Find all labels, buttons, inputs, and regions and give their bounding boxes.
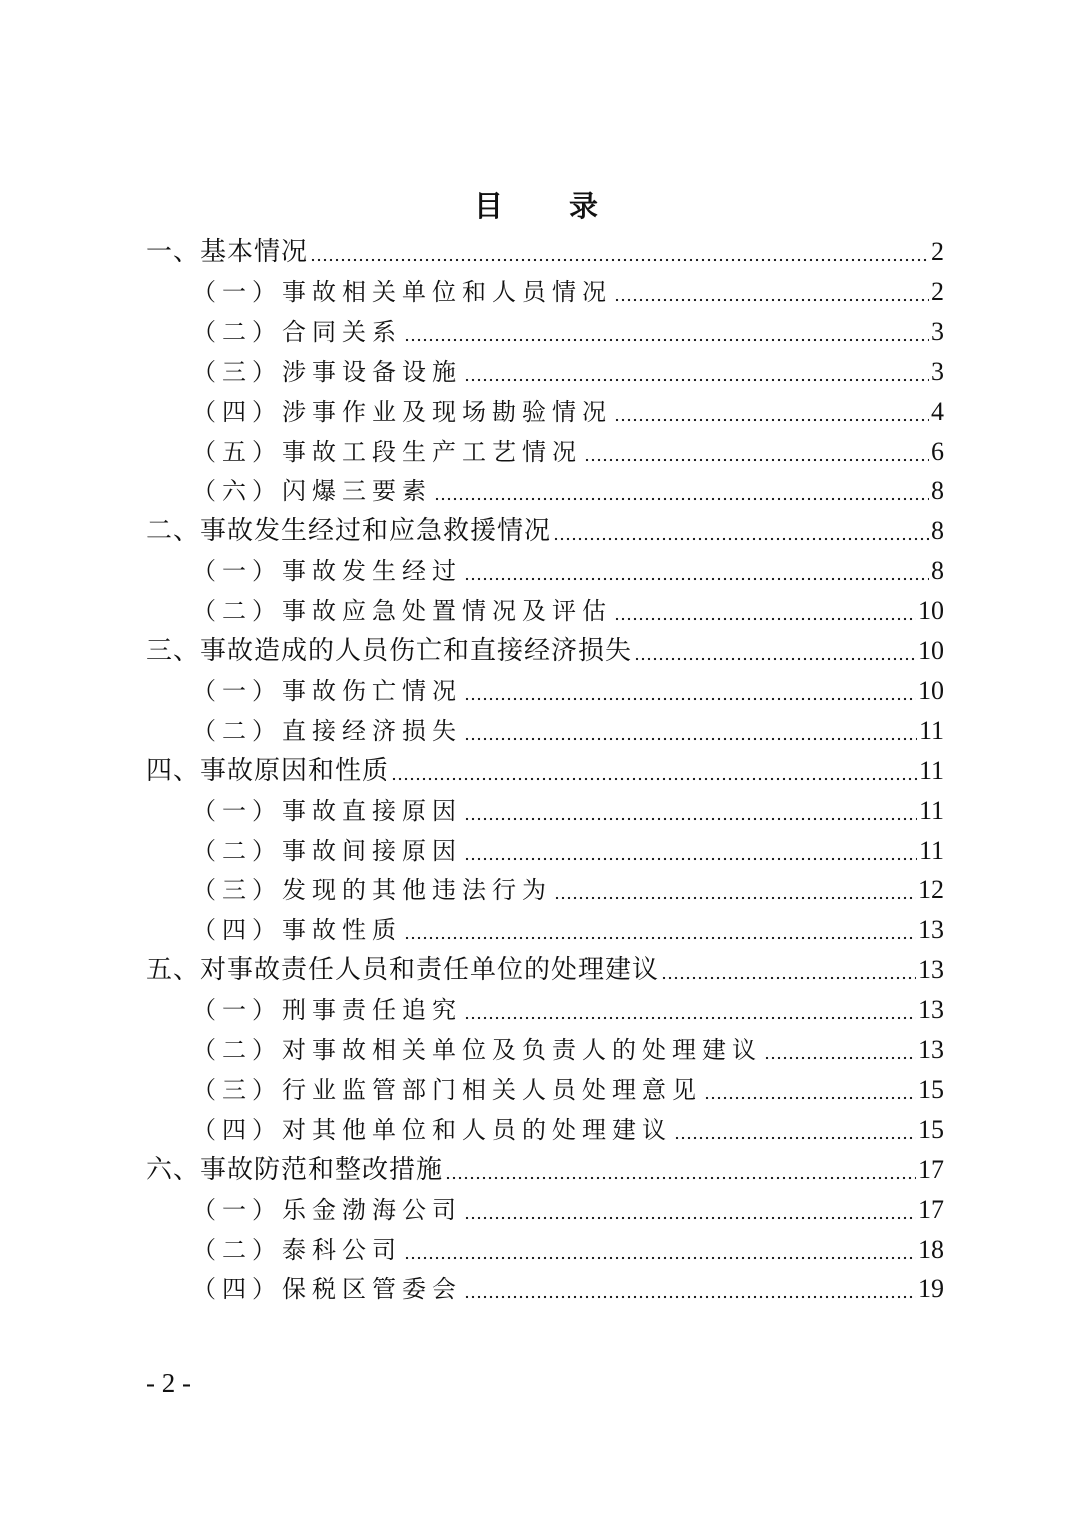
toc-subsection-entry bbox=[192, 669, 944, 709]
toc-dot-leader bbox=[614, 617, 916, 621]
toc-dot-leader bbox=[464, 577, 929, 581]
toc-subsection-entry bbox=[192, 430, 944, 470]
toc-subsection-entry bbox=[192, 1188, 944, 1228]
toc-entry-label: 二、事故发生经过和应急救援情况 bbox=[146, 516, 552, 547]
toc-dot-leader bbox=[464, 737, 917, 741]
toc-dot-leader bbox=[553, 537, 929, 541]
toc-subsection-entry bbox=[192, 350, 944, 390]
toc-entry-page: 13 bbox=[918, 995, 944, 1025]
toc-entry-label: 四、事故原因和性质 bbox=[146, 755, 390, 786]
toc-entry-label: 六、事故防范和整改措施 bbox=[146, 1154, 444, 1185]
toc-entry-page: 11 bbox=[918, 795, 944, 825]
toc-entry-label: （一）刑事责任追究 bbox=[192, 996, 462, 1025]
toc-entry-page: 10 bbox=[918, 675, 944, 705]
toc-entry-page: 15 bbox=[918, 1114, 944, 1144]
toc-dot-leader bbox=[614, 298, 929, 302]
page-number: - 2 - bbox=[146, 1368, 191, 1398]
toc-subsection-entry bbox=[192, 469, 944, 509]
toc-entry-label: （二）事故间接原因 bbox=[192, 836, 462, 865]
toc-entry-label: （四）事故性质 bbox=[192, 916, 402, 945]
toc-entry-page: 13 bbox=[918, 1035, 944, 1064]
toc-dot-leader bbox=[310, 258, 929, 262]
toc-subsection-entry bbox=[192, 549, 944, 589]
toc-subsection-entry bbox=[192, 988, 944, 1028]
toc-dot-leader bbox=[434, 497, 929, 501]
toc-entry-page: 8 bbox=[931, 556, 944, 586]
toc-entry-label: （二）泰科公司 bbox=[192, 1235, 402, 1264]
toc-section-entry bbox=[146, 749, 944, 789]
toc-subsection-entry bbox=[192, 390, 944, 430]
toc-dot-leader bbox=[704, 1096, 916, 1100]
toc-section-entry bbox=[146, 629, 944, 669]
toc-entry-page: 17 bbox=[918, 1154, 944, 1184]
toc-entry-label: （二）直接经济损失 bbox=[192, 716, 462, 745]
toc-entry-page: 10 bbox=[918, 596, 944, 626]
toc-section-entry bbox=[146, 230, 944, 270]
toc-entry-label: （一）事故直接原因 bbox=[192, 796, 462, 825]
toc-entry-label: （一）事故伤亡情况 bbox=[192, 676, 462, 705]
toc-section-entry bbox=[146, 948, 944, 988]
toc-dot-leader bbox=[584, 458, 929, 462]
toc-entry-page: 3 bbox=[931, 356, 944, 386]
toc-entry-label: （四）保税区管委会 bbox=[192, 1275, 462, 1304]
toc-entry-page: 11 bbox=[918, 755, 944, 785]
toc-subsection-entry bbox=[192, 1028, 944, 1068]
toc-subsection-entry bbox=[192, 1267, 944, 1307]
toc-entry-label: 三、事故造成的人员伤亡和直接经济损失 bbox=[146, 636, 633, 666]
toc-dot-leader bbox=[464, 1295, 916, 1299]
toc-entry-page: 8 bbox=[931, 516, 944, 546]
toc-subsection-entry bbox=[192, 709, 944, 749]
toc-dot-leader bbox=[464, 697, 916, 701]
toc-subsection-entry bbox=[192, 868, 944, 908]
toc-dot-leader bbox=[404, 1256, 916, 1260]
toc-dot-leader bbox=[674, 1136, 916, 1140]
toc-entry-label: （三）行业监管部门相关人员处理意见 bbox=[192, 1075, 702, 1104]
toc-entry-page: 12 bbox=[918, 875, 944, 905]
toc-entry-page: 10 bbox=[918, 636, 944, 665]
toc-title: 目 录 bbox=[473, 189, 627, 223]
toc-entry-label: （一）事故发生经过 bbox=[192, 557, 462, 586]
toc-entry-page: 15 bbox=[918, 1074, 944, 1104]
toc-subsection-entry bbox=[192, 1228, 944, 1268]
toc-entry-page: 13 bbox=[918, 955, 944, 985]
toc-dot-leader bbox=[464, 1216, 916, 1220]
toc-section-entry bbox=[146, 1148, 944, 1188]
toc-subsection-entry bbox=[192, 1068, 944, 1108]
toc-entry-label: （二）合同关系 bbox=[192, 317, 402, 346]
toc-entry-page: 6 bbox=[931, 436, 944, 466]
toc-dot-leader bbox=[404, 936, 916, 940]
toc-dot-leader bbox=[464, 817, 917, 821]
toc-section-entry bbox=[146, 509, 944, 549]
toc-entry-label: （五）事故工段生产工艺情况 bbox=[192, 437, 582, 466]
toc-entry-label: （四）涉事作业及现场勘验情况 bbox=[192, 397, 612, 426]
toc-entry-label: （一）事故相关单位和人员情况 bbox=[192, 277, 612, 306]
toc-entry-page: 8 bbox=[931, 476, 944, 506]
toc-subsection-entry bbox=[192, 310, 944, 350]
toc-dot-leader bbox=[614, 418, 929, 422]
toc-dot-leader bbox=[464, 857, 917, 861]
toc-dot-leader bbox=[464, 1016, 916, 1020]
toc-dot-leader bbox=[391, 777, 917, 781]
toc-subsection-entry bbox=[192, 908, 944, 948]
toc-subsection-entry bbox=[192, 270, 944, 310]
toc-entry-page: 17 bbox=[918, 1194, 944, 1224]
toc-dot-leader bbox=[634, 657, 916, 661]
toc-entry-label: 五、对事故责任人员和责任单位的处理建议 bbox=[146, 955, 660, 986]
toc-entry-page: 4 bbox=[931, 396, 944, 426]
toc-dot-leader bbox=[445, 1176, 916, 1180]
toc-subsection-entry bbox=[192, 1108, 944, 1148]
toc-entry-label: （二）对事故相关单位及负责人的处理建议 bbox=[192, 1036, 762, 1064]
toc-entry-page: 13 bbox=[918, 915, 944, 945]
toc-entry-page: 11 bbox=[918, 715, 944, 745]
toc-dot-leader bbox=[764, 1056, 916, 1060]
toc-entry-page: 11 bbox=[918, 835, 944, 865]
toc-entry-page: 18 bbox=[918, 1234, 944, 1264]
toc-entry-page: 3 bbox=[931, 316, 944, 346]
toc-entry-page: 2 bbox=[931, 237, 944, 266]
toc-subsection-entry bbox=[192, 589, 944, 629]
toc-entry-label: （六）闪爆三要素 bbox=[192, 477, 432, 506]
toc-entry-label: （三）发现的其他违法行为 bbox=[192, 876, 552, 905]
toc-entry-page: 2 bbox=[931, 276, 944, 306]
toc-dot-leader bbox=[661, 976, 916, 980]
toc-entry-label: （四）对其他单位和人员的处理建议 bbox=[192, 1115, 672, 1144]
toc-entry-label: （二）事故应急处置情况及评估 bbox=[192, 597, 612, 626]
toc-dot-leader bbox=[404, 338, 929, 342]
toc-entry-label: 一、基本情况 bbox=[146, 237, 309, 267]
toc-subsection-entry bbox=[192, 789, 944, 829]
toc-dot-leader bbox=[554, 896, 916, 900]
toc-entry-label: （一）乐金渤海公司 bbox=[192, 1195, 462, 1224]
toc-subsection-entry bbox=[192, 829, 944, 869]
toc-entry-label: （三）涉事设备设施 bbox=[192, 357, 462, 386]
toc-entry-page: 19 bbox=[918, 1274, 944, 1304]
toc-dot-leader bbox=[464, 378, 929, 382]
